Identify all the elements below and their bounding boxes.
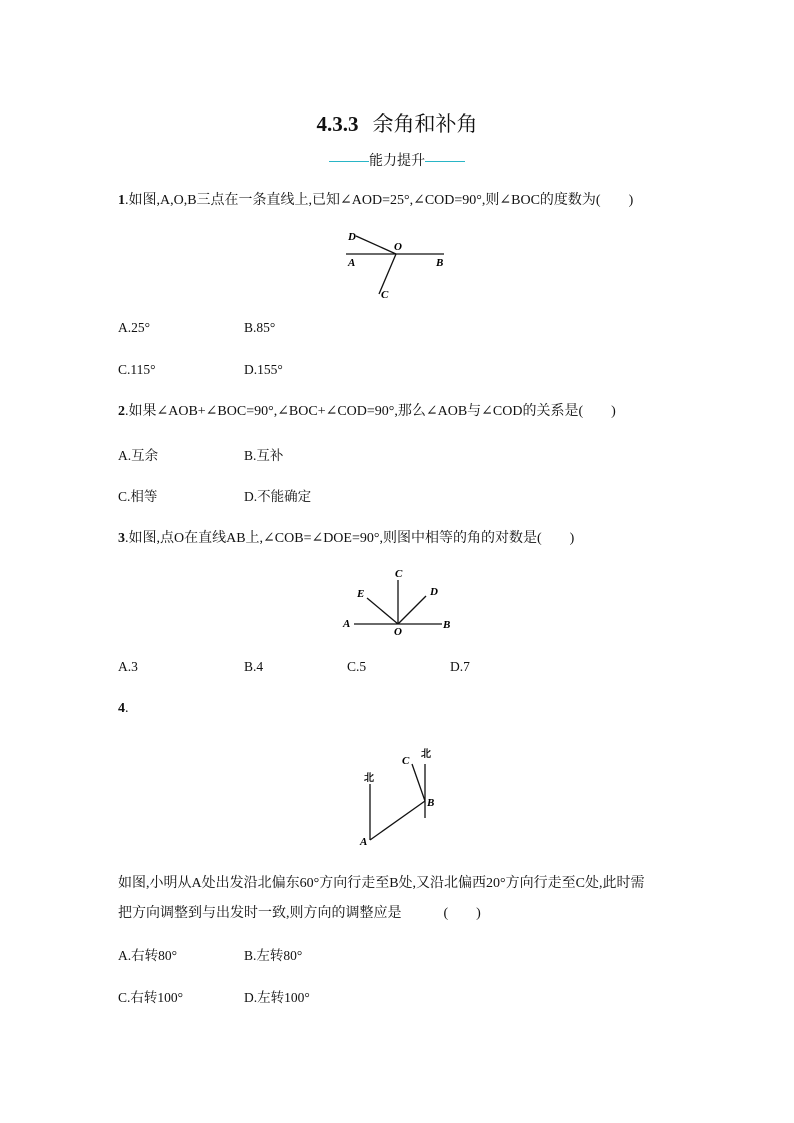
question-4-text-line-1: 如图,小明从A处出发沿北偏东60°方向行走至B处,又沿北偏西20°方向行走至C处,此时需 — [118, 876, 645, 891]
label-b: B — [443, 619, 451, 631]
page-title — [0, 108, 794, 138]
question-4-stem — [118, 699, 129, 719]
question-number: 4 — [118, 701, 125, 716]
path-b-to-c — [412, 764, 425, 801]
question-number: 3 — [118, 531, 125, 546]
label-o: O — [394, 626, 402, 638]
option-d[interactable]: D.7 — [450, 659, 470, 674]
option-c[interactable]: C.115° — [118, 362, 156, 377]
label-c: C — [395, 568, 403, 580]
option-b[interactable]: B.85° — [244, 320, 276, 335]
north-label-a: 北 — [364, 773, 374, 784]
label-d: D — [348, 231, 356, 243]
question-text: .如果∠AOB+∠BOC=90°,∠BOC+∠COD=90°,那么∠AOB与∠COD的关系是( ) — [125, 404, 616, 419]
option-a[interactable]: A.25° — [118, 320, 151, 335]
ray-od — [398, 596, 426, 624]
option-a[interactable]: A.互余 — [118, 448, 159, 463]
option-a[interactable]: A.右转80° — [118, 948, 178, 963]
option-b[interactable]: B.左转80° — [244, 948, 303, 963]
subtitle-right-rule — [425, 161, 465, 162]
question-3-stem — [118, 529, 574, 549]
option-d[interactable]: D.左转100° — [244, 990, 310, 1005]
path-a-to-b — [370, 801, 425, 840]
label-b: B — [427, 797, 435, 809]
label-c: C — [402, 755, 410, 767]
question-number: 2 — [118, 404, 125, 419]
question-number: 1 — [118, 193, 125, 208]
section-title: 余角和补角 — [372, 112, 478, 136]
question-2-stem — [118, 402, 616, 422]
option-b[interactable]: B.4 — [244, 659, 264, 674]
label-b: B — [436, 257, 444, 269]
option-a[interactable]: A.3 — [118, 659, 138, 674]
question-4-text-line-2: 把方向调整到与出发时一致,则方向的调整应是 ( ) — [118, 906, 481, 921]
question-text: .如图,点O在直线AB上,∠COB=∠DOE=90°,则图中相等的角的对数是( ) — [125, 531, 575, 546]
ray-od — [356, 236, 396, 254]
question-text: . — [125, 701, 129, 716]
question-1-figure — [336, 226, 456, 302]
option-b[interactable]: B.互补 — [244, 448, 284, 463]
question-4-figure — [355, 744, 445, 848]
option-c[interactable]: C.5 — [347, 659, 367, 674]
question-3-figure — [338, 564, 458, 638]
subtitle-left-rule — [329, 161, 369, 162]
label-a: A — [343, 618, 351, 630]
label-a: A — [360, 836, 368, 848]
option-d[interactable]: D.155° — [244, 362, 283, 377]
option-c[interactable]: C.相等 — [118, 489, 158, 504]
north-label-b: 北 — [421, 749, 431, 760]
section-number: 4.3.3 — [316, 112, 359, 136]
label-e: E — [357, 588, 365, 600]
ray-oc — [379, 254, 396, 294]
question-1-stem — [118, 191, 633, 211]
label-o: O — [394, 241, 402, 253]
ray-oe — [367, 598, 398, 624]
label-c: C — [381, 289, 389, 301]
label-a: A — [348, 257, 356, 269]
option-d[interactable]: D.不能确定 — [244, 489, 312, 504]
label-d: D — [430, 586, 438, 598]
option-c[interactable]: C.右转100° — [118, 990, 184, 1005]
question-text: .如图,A,O,B三点在一条直线上,已知∠AOD=25°,∠COD=90°,则∠BOC的度数为( ) — [125, 193, 634, 208]
section-subtitle — [0, 150, 794, 170]
subtitle-text: 能力提升 — [369, 154, 425, 169]
